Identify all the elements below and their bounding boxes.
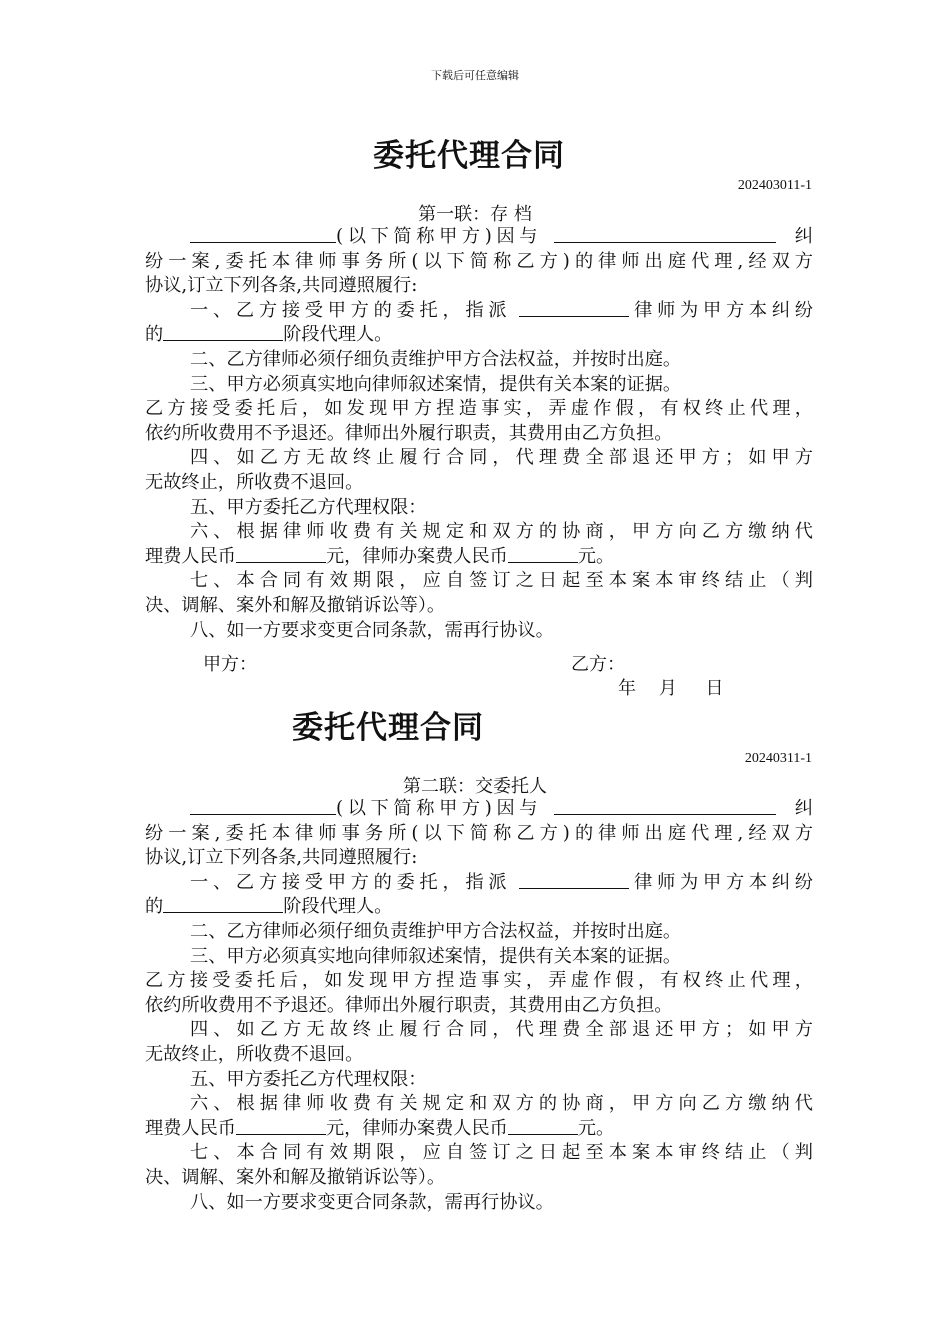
intro-line: 协议,订立下列各条,共同遵照履行: (145, 275, 418, 297)
clause-7: 七、本合同有效期限，应自签订之日起至本案本审终结止（判 (190, 570, 813, 592)
intro-line: (以下简称甲方)因与 纠 (145, 225, 813, 250)
header-note: 下载后可任意编辑 (431, 69, 519, 82)
clause-5: 五、甲方委托乙方代理权限： (190, 1068, 427, 1090)
clause-1: 一、乙方接受甲方的委托，指派 律师为甲方本纠纷 (190, 871, 813, 893)
clause-1-cont: 的 阶段代理人。 (145, 896, 393, 918)
clause-1-cont: 的 阶段代理人。 (145, 324, 393, 346)
intro-line: 协议,订立下列各条,共同遵照履行: (145, 847, 418, 869)
clause-6-cont: 理费人民币 元，律师办案费人民币 元。 (145, 545, 615, 567)
clause-7: 七、本合同有效期限，应自签订之日起至本案本审终结止（判 (190, 1142, 813, 1164)
stage-blank[interactable] (163, 896, 283, 913)
clause-4: 四、如乙方无故终止履行合同，代理费全部退还甲方；如甲方 (190, 447, 813, 469)
clause-4-cont: 无故终止，所收费不退回。 (145, 471, 364, 493)
document-number-copy2: 20240311-1 (744, 751, 812, 766)
clause-3: 三、甲方必须真实地向律师叙述案情，提供有关本案的证据。 (190, 945, 682, 967)
clause-1: 一、乙方接受甲方的委托，指派 律师为甲方本纠纷 (190, 299, 813, 321)
clause-4: 四、如乙方无故终止履行合同，代理费全部退还甲方；如甲方 (190, 1019, 813, 1041)
clause-4-cont: 无故终止，所收费不退回。 (145, 1043, 364, 1065)
intro-line: 纷一案,委托本律师事务所(以下简称乙方)的律师出庭代理,经双方 (145, 822, 813, 844)
contract-body-copy1 (145, 225, 813, 643)
copy-label-1: 第一联：存 档 (418, 204, 532, 225)
clause-3-cont: 乙方接受委托后，如发现甲方捏造事实，弄虚作假，有权终止代理， (145, 398, 813, 420)
case-fee-blank[interactable] (508, 1118, 578, 1135)
intro-line: 纷一案,委托本律师事务所(以下简称乙方)的律师出庭代理,经双方 (145, 250, 813, 272)
case-fee-blank[interactable] (508, 546, 578, 563)
contract-title-copy2: 委托代理合同 (292, 710, 484, 746)
clause-5: 五、甲方委托乙方代理权限： (190, 496, 427, 518)
party-a-name-blank[interactable] (190, 798, 336, 815)
lawyer-name-blank[interactable] (519, 872, 629, 889)
party-a-name-blank[interactable] (190, 226, 336, 243)
lawyer-name-blank[interactable] (519, 300, 629, 317)
agency-fee-blank[interactable] (236, 1118, 326, 1135)
party-a-signature-label: 甲方： (203, 654, 257, 675)
clause-7-cont: 决、调解、案外和解及撤销诉讼等）。 (145, 1166, 446, 1188)
clause-6-cont: 理费人民币 元，律师办案费人民币 元。 (145, 1117, 615, 1139)
clause-3-cont: 依约所收费用不予退还。律师出外履行职责，其费用由乙方负担。 (145, 994, 673, 1016)
clause-8: 八、如一方要求变更合同条款，需再行协议。 (190, 619, 554, 641)
document-number-copy1: 202403011-1 (737, 178, 812, 193)
party-b-signature-label: 乙方： (571, 654, 625, 675)
clause-3: 三、甲方必须真实地向律师叙述案情，提供有关本案的证据。 (190, 373, 682, 395)
clause-2: 二、乙方律师必须仔细负责维护甲方合法权益，并按时出庭。 (190, 920, 682, 942)
signing-date: 年 月 日 (618, 678, 724, 699)
clause-2: 二、乙方律师必须仔细负责维护甲方合法权益，并按时出庭。 (190, 348, 682, 370)
clause-6: 六、根据律师收费有关规定和双方的协商，甲方向乙方缴纳代 (190, 1093, 813, 1115)
copy-label-2: 第二联：交委托人 (403, 776, 547, 797)
stage-blank[interactable] (163, 324, 283, 341)
intro-line: (以下简称甲方)因与 纠 (145, 797, 813, 822)
opposing-party-blank[interactable] (554, 226, 776, 243)
clause-6: 六、根据律师收费有关规定和双方的协商，甲方向乙方缴纳代 (190, 521, 813, 543)
contract-body-copy2 (145, 797, 813, 1215)
opposing-party-blank[interactable] (554, 798, 776, 815)
clause-7-cont: 决、调解、案外和解及撤销诉讼等）。 (145, 594, 446, 616)
clause-3-cont: 依约所收费用不予退还。律师出外履行职责，其费用由乙方负担。 (145, 422, 673, 444)
contract-title-copy1: 委托代理合同 (373, 138, 565, 174)
clause-3-cont: 乙方接受委托后，如发现甲方捏造事实，弄虚作假，有权终止代理， (145, 970, 813, 992)
clause-8: 八、如一方要求变更合同条款，需再行协议。 (190, 1191, 554, 1213)
agency-fee-blank[interactable] (236, 546, 326, 563)
